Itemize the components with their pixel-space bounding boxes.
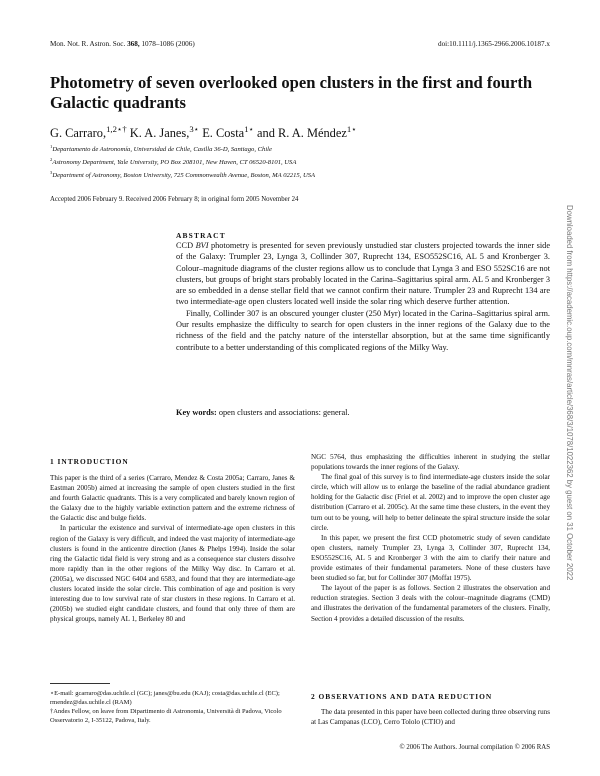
author-mendez-marks: 1⋆: [346, 124, 357, 134]
affiliation: $^1$Departamento de Astronomía, Universidad de Chile, Casilla 36-D, Santiago, Chile: [50, 144, 272, 154]
journal-reference: [50, 40, 195, 48]
body-paragraph: This paper is the third of a series (Carraro, Mendez & Costa 2005a; Carraro, Janes & Eastman 2005b) aimed at increasing the sample of open clusters studied in the first and fourth Galactic quadrants. This is a very complicated and barely known region of the Galaxy due to the highly variable extinction pattern and the extreme richness of the Galactic disc and bulge fields.: [50, 474, 295, 523]
section2-text: [311, 707, 550, 727]
right-column-text: [311, 452, 550, 624]
body-paragraph: In particular the existence and survival of intermediate-age open clusters in this region of the Galaxy is very difficult, and indeed the vast majority of intermediate-age clusters is found in the anticentre direction (Janes & Phelps 1994). Inside the solar ring the Galactic tidal field is very strong and as a consequence star clusters dissolve more rapidly than in the other regions of the Milky Way disc. In Carraro et al. (2005a), we discussed NGC 6404 and 6583, and found that they are intermediate-age clusters located inside the solar circle. This combination of age and position is very interesting due to low survival rate of star clusters in these regions. In Carraro et al. (2005b) we studied eight candidate clusters, and found that only three of them are physical groups, namely AL 1, Berkeley 80 and: [50, 524, 295, 624]
body-paragraph: The final goal of this survey is to find intermediate-age clusters inside the solar circle, which will allow us to enlarge the baseline of the radial abundance gradient holding for the Galactic disc (Friel et al. 2002) and to improve the open cluster age distribution (Carraro et al. 2005c). At the same time these clusters, in the event they turn out to be young, will help to better delineate the spiral structure inside the solar circle.: [311, 473, 550, 532]
doi[interactable]: doi:10.1111/j.1365-2966.2006.10187.x: [437, 40, 550, 48]
abstract-paragraph: CCD BVI photometry is presented for seven previously unstudied star clusters projected towards the inner side of the Galaxy: Trumpler 23, Lynga 3, Collinder 307, Ruprecht 134, ESO552SC16, AL 5 and Kronberger 3. Colour–magnitude diagrams of the cluster regions allow us to conclude that Lynga 3 and ESO 552SC16 are not clusters, but groups of bright stars probably located in the Carina–Sagittarius spiral arm. AL 5 and Kronberger 3 are so embedded in a dense stellar field that we cannot confirm their nature. Trumpler 23 and Ruprecht 134 are two intermediate-age open clusters located well inside the solar ring which deserve further attention.: [176, 241, 550, 307]
keywords-text: open clusters and associations: general.: [218, 408, 350, 417]
author-mendez: and R. A. Méndez: [257, 126, 347, 141]
abstract-body: [176, 240, 550, 353]
author-list: [50, 124, 550, 141]
submission-dates: Accepted 2006 February 9. Received 2006 February 8; in original form 2005 November 24: [50, 196, 299, 203]
section-heading-observations: 2 OBSERVATIONS AND DATA REDUCTION: [311, 692, 493, 701]
body-paragraph: The data presented in this paper have been collected during three observing runs at Las Campanas (LCO), Cerro Tololo (CTIO) and: [311, 708, 550, 727]
affiliation: $^2$Astronomy Department, Yale University, PO Box 208101, New Haven, CT 06520-8101, USA: [50, 156, 297, 166]
paper-title: Photometry of seven overlooked open clusters in the first and fourth Galactic quadrants: [50, 73, 533, 112]
copyright-footer: © 2006 The Authors. Journal compilation © 2006 RAS: [399, 744, 550, 751]
section-heading-introduction: 1 INTRODUCTION: [50, 457, 129, 466]
left-column-text: [50, 473, 295, 624]
journal-pages: 1078–1086 (2006): [141, 40, 195, 48]
author-janes: K. A. Janes,: [129, 126, 190, 141]
author-janes-marks: 3⋆: [189, 124, 200, 134]
affiliations: [50, 142, 550, 180]
footnote-rule: [50, 683, 110, 684]
body-paragraph: NGC 5764, thus emphasizing the difficulties inherent in studying the stellar populations towards the inner regions of the Galaxy.: [311, 453, 550, 472]
affiliation: $^3$Department of Astronomy, Boston University, 725 Commonwealth Avenue, Boston, MA 02215, USA: [50, 169, 316, 179]
author-costa-marks: 1⋆: [244, 124, 254, 134]
keywords-label: Key words:: [176, 408, 217, 417]
author-carraro-marks: 1,2⋆†: [106, 124, 127, 134]
footnote-fellowship: †Andes Fellow, on leave from Dipartimento di Astronomia, Università di Padova, Vicolo Osservatorio 2, I-35122, Padova, Italy.: [50, 708, 282, 724]
author-costa: E. Costa: [202, 126, 245, 141]
download-watermark: Downloaded from https://academic.oup.com/mnras/article/368/3/1078/1022362 by guest on 31 October 2022: [565, 205, 574, 581]
journal-name: Mon. Not. R. Astron. Soc.: [50, 40, 126, 48]
abstract-heading: ABSTRACT: [176, 231, 226, 240]
body-paragraph: In this paper, we present the first CCD photometric study of seven candidate open clusters, namely Trumpler 23, Lynga 3, Collinder 307, Ruprecht 134, ESO552SC16, AL 5 and Kronberger 3 with the aim to clarify their nature and provide estimates of their fundamental parameters. None of these clusters have been studied so far, but for Collinder 307 (Moffat 1975).: [311, 533, 550, 583]
keywords: [176, 408, 550, 417]
abstract-paragraph: Finally, Collinder 307 is an obscured younger cluster (250 Myr) located in the Carina–Sagittarius spiral arm. Our results emphasize the difficulty to search for open clusters in the inner regions of the Galaxy due to the richness of the field and the patchy nature of the interstellar absorption, but at the same time significantly contribute to a better understanding of this complicated regions of the Milky Way.: [176, 308, 550, 352]
body-paragraph: The layout of the paper is as follows. Section 2 illustrates the observation and reduction strategies. Section 3 deals with the colour–magnitude diagrams (CMD) and illustrates the derivation of the fundamental parameters of the clusters. Finally, Section 4 provides a detailed discussion of the results.: [311, 584, 550, 623]
author-carraro: G. Carraro,: [50, 126, 107, 141]
journal-volume: 368,: [127, 40, 140, 48]
footnotes: [50, 689, 295, 725]
footnote-email: ⋆E-mail: gcarraro@das.uchile.cl (GC); janes@bu.edu (KAJ); costa@das.uchile.cl (EC); rmendez@das.uchile.cl (RAM): [50, 690, 280, 706]
